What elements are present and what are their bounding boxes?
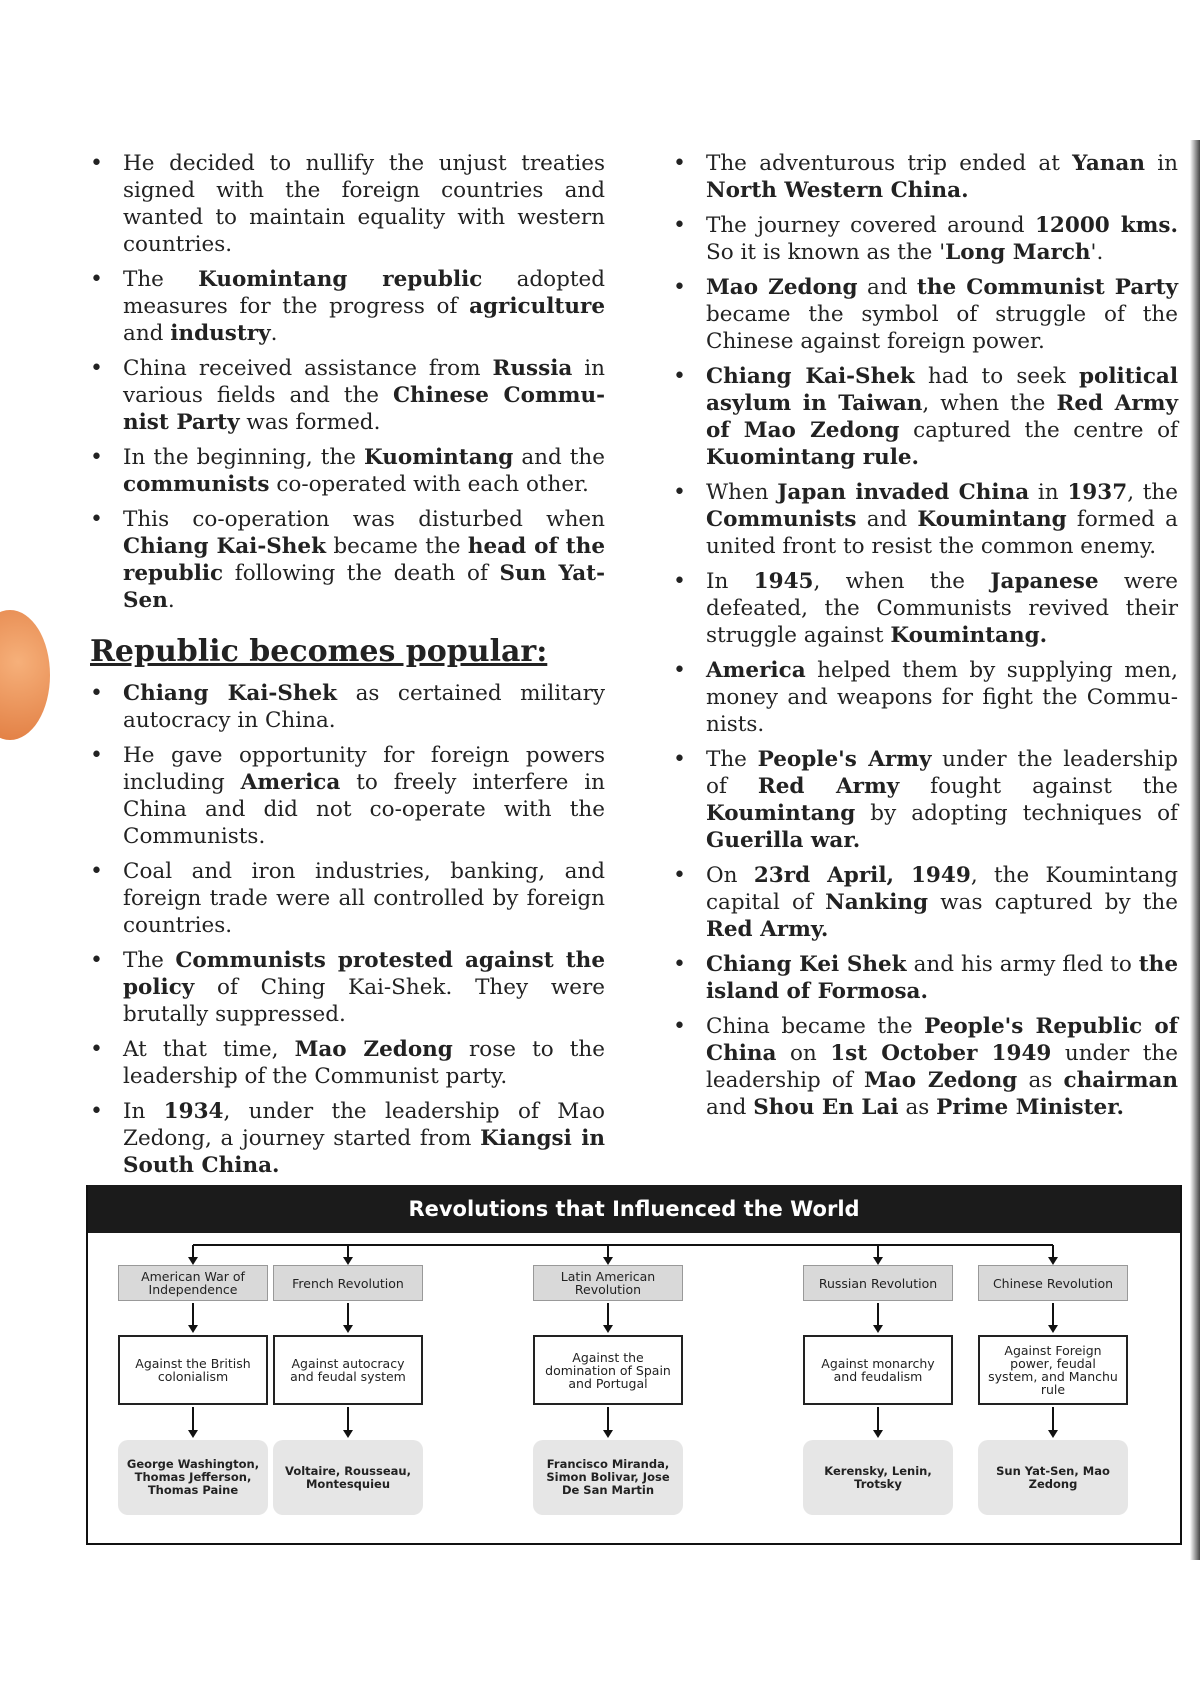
revolution-leaders: George Washington, Thomas Jefferson, Thomas Paine <box>118 1440 268 1515</box>
text: and <box>857 275 917 300</box>
text: were defeated, the Communists revived their struggle against <box>706 569 1178 648</box>
bold-text: 1945 <box>753 569 814 594</box>
bold-text: political asylum in Taiwan <box>706 364 1179 416</box>
text: China became the <box>706 1014 925 1039</box>
text: in <box>1144 151 1178 176</box>
bold-text: Koumintang <box>917 507 1067 532</box>
text: formed a united front to resist the common enemy. <box>706 507 1178 559</box>
bold-text: Yanan <box>1072 151 1145 176</box>
text: became the symbol of struggle of the Chinese against foreign power. <box>706 302 1178 354</box>
bold-text: Japan invaded China <box>777 480 1030 505</box>
bold-text: Prime Minister. <box>936 1095 1125 1120</box>
text: . <box>270 321 278 346</box>
bold-text: industry <box>170 321 271 346</box>
bold-text: agriculture <box>469 294 605 319</box>
bold-text: Red Army. <box>706 917 829 942</box>
text: and the <box>513 445 605 470</box>
text: and his army fled to <box>906 952 1139 977</box>
bullet-item <box>90 355 605 436</box>
text: adopted measures for the progress of <box>123 267 605 319</box>
revolution-cause: Against the domination of Spain and Portugal <box>533 1335 683 1405</box>
arrow-head <box>873 1257 883 1265</box>
bullet-item <box>673 150 1178 204</box>
bold-text: 1934 <box>163 1099 224 1124</box>
bold-text: Shou En Lai <box>753 1095 899 1120</box>
text: The adventurous trip ended at <box>706 151 1073 176</box>
text: as certained military autocracy in China. <box>123 681 606 733</box>
revolution-name: Latin American Revolution <box>533 1265 683 1301</box>
text: The <box>123 948 176 973</box>
text: by adopting techniques of <box>855 801 1178 826</box>
text: of Ching Kai-Shek. They were brutally suppressed. <box>123 975 605 1027</box>
text: was formed. <box>239 410 381 435</box>
bold-text: communists <box>123 472 270 497</box>
text: was captured by the <box>928 890 1178 915</box>
arrow-head <box>603 1430 613 1438</box>
bold-text: Communists protested against the policy <box>123 948 605 1000</box>
bold-text: Nanking <box>825 890 929 915</box>
bold-text: North Western China. <box>706 178 969 203</box>
text: , when the <box>922 391 1057 416</box>
arrow-head <box>188 1257 198 1265</box>
text: On <box>706 863 754 888</box>
text: In <box>706 569 754 594</box>
arrow-head <box>188 1325 198 1333</box>
text: helped them by supplying men, money and weapons for fight the Commu-nists. <box>706 658 1178 737</box>
bullet-item <box>90 1036 605 1090</box>
bullet-item <box>90 444 605 498</box>
text: rose to the leadership of the Communist party. <box>123 1037 605 1089</box>
bullet-list <box>90 680 605 1179</box>
bullet-item <box>673 274 1178 355</box>
bullet-item <box>673 1013 1178 1121</box>
bold-text: 12000 kms. <box>1034 213 1178 238</box>
bold-text: the island of Formosa. <box>706 952 1178 1004</box>
text: , under the leadership of Mao Zedong, a journey started from <box>123 1099 605 1151</box>
text: co-operated with each other. <box>269 472 589 497</box>
bold-text: America <box>240 770 341 795</box>
bold-text: chairman <box>1063 1068 1179 1093</box>
bullet-item <box>673 657 1178 738</box>
page-edge-shadow <box>1190 140 1200 1560</box>
bold-text: the Communist Party <box>916 275 1178 300</box>
right-column <box>673 150 1178 1129</box>
text: in various fields and the <box>123 356 606 408</box>
text: captured the centre of <box>899 418 1178 443</box>
text: following the death of <box>223 561 500 586</box>
bold-text: Sun Yat-Sen <box>123 561 605 613</box>
bullet-item <box>90 506 605 614</box>
revolution-leaders: Voltaire, Rousseau, Montesquieu <box>273 1440 423 1515</box>
bold-text: 23rd April, 1949 <box>753 863 971 888</box>
text: , the Koumintang capital of <box>706 863 1179 915</box>
revolution-cause: Against autocracy and feudal system <box>273 1335 423 1405</box>
revolution-name: Chinese Revolution <box>978 1265 1128 1301</box>
text: as <box>1017 1068 1064 1093</box>
text: At that time, <box>123 1037 295 1062</box>
bold-text: People's Republic of China <box>706 1014 1178 1066</box>
text: This co-operation was disturbed when <box>123 507 605 532</box>
bold-text: Kuomintang republic <box>198 267 483 292</box>
text: When <box>706 480 778 505</box>
text: , when the <box>813 569 991 594</box>
arrow-head <box>1048 1430 1058 1438</box>
text: So it is known as the ' <box>706 240 946 265</box>
bullet-list <box>673 150 1178 1121</box>
bold-text: Kuomintang rule. <box>706 445 920 470</box>
revolution-cause: Against Foreign power, feudal system, and Manchu rule <box>978 1335 1128 1405</box>
bold-text: 1937 <box>1067 480 1128 505</box>
bold-text: Mao Zedong <box>706 275 858 300</box>
bullet-item <box>90 266 605 347</box>
revolution-name: French Revolution <box>273 1265 423 1301</box>
bullet-item <box>90 947 605 1028</box>
arrow-head <box>343 1430 353 1438</box>
bold-text: 1st October 1949 <box>830 1041 1052 1066</box>
revolution-leaders: Francisco Miranda, Simon Bolivar, Jose De San Martin <box>533 1440 683 1515</box>
bullet-item <box>673 363 1178 471</box>
text: The <box>706 747 758 772</box>
bold-text: Chiang Kai-Shek <box>123 681 338 706</box>
arrow-head <box>603 1325 613 1333</box>
revolution-cause: Against monarchy and feudalism <box>803 1335 953 1405</box>
text: on <box>776 1041 831 1066</box>
bullet-list <box>90 150 605 614</box>
left-column <box>90 150 605 1187</box>
bold-text: Red Army <box>757 774 900 799</box>
text: became the <box>326 534 468 559</box>
text: in <box>1029 480 1068 505</box>
bullet-item <box>673 862 1178 943</box>
text: . <box>167 588 175 613</box>
bold-text: Kiangsi in South China. <box>123 1126 605 1178</box>
text: and <box>123 321 171 346</box>
revolution-name: American War of Independence <box>118 1265 268 1301</box>
bullet-item <box>90 858 605 939</box>
section-heading: Republic becomes popular: <box>90 634 548 669</box>
bullet-item <box>673 479 1178 560</box>
bullet-item <box>673 951 1178 1005</box>
bold-text: Long March <box>945 240 1091 265</box>
bold-text: Chiang Kai-Shek <box>123 534 326 559</box>
bold-text: Chiang Kai-Shek <box>706 364 915 389</box>
bold-text: Chiang Kei Shek <box>706 952 907 977</box>
arrow-head <box>1048 1257 1058 1265</box>
text: as <box>898 1095 937 1120</box>
revolutions-diagram <box>86 1185 1182 1545</box>
bullet-item <box>90 1098 605 1179</box>
text: , the <box>1127 480 1178 505</box>
bullet-item <box>90 150 605 258</box>
revolution-cause: Against the British colonialism <box>118 1335 268 1405</box>
page-edge-decoration <box>0 610 50 740</box>
diagram-title: Revolutions that Influenced the World <box>88 1185 1180 1233</box>
arrow-head <box>603 1257 613 1265</box>
text: and <box>856 507 918 532</box>
bold-text: Russia <box>492 356 573 381</box>
bold-text: Koumintang <box>706 801 856 826</box>
arrow-head <box>343 1257 353 1265</box>
bullet-item <box>90 742 605 850</box>
text: The <box>123 267 199 292</box>
text: China received assistance from <box>123 356 493 381</box>
arrow-head <box>188 1430 198 1438</box>
bold-text: Koumintang. <box>890 623 1048 648</box>
bullet-item <box>90 680 605 734</box>
arrow-head <box>1048 1325 1058 1333</box>
arrow-head <box>343 1325 353 1333</box>
bold-text: Guerilla war. <box>706 828 861 853</box>
text: '. <box>1090 240 1104 265</box>
text: under the leadership of <box>706 1041 1178 1093</box>
revolution-leaders: Kerensky, Lenin, Trotsky <box>803 1440 953 1515</box>
bold-text: People's Army <box>757 747 932 772</box>
text: had to seek <box>914 364 1080 389</box>
text: Coal and iron industries, banking, and foreign trade were all controlled by foreign countries. <box>123 859 605 938</box>
text: under the leadership of <box>706 747 1178 799</box>
revolution-name: Russian Revolution <box>803 1265 953 1301</box>
bullet-item <box>673 212 1178 266</box>
arrow-head <box>873 1430 883 1438</box>
bold-text: Chinese Commu-nist Party <box>123 383 606 435</box>
arrow-head <box>873 1325 883 1333</box>
text: and <box>706 1095 754 1120</box>
bold-text: America <box>706 658 806 683</box>
text: fought against the <box>899 774 1178 799</box>
bold-text: Kuomintang <box>364 445 514 470</box>
text: In <box>123 1099 164 1124</box>
bullet-item <box>673 568 1178 649</box>
bold-text: head of the republic <box>123 534 606 586</box>
bold-text: Japanese <box>990 569 1099 594</box>
bold-text: Red Army of Mao Zedong <box>706 391 1178 443</box>
bullet-item <box>673 746 1178 854</box>
bold-text: Communists <box>706 507 857 532</box>
revolution-leaders: Sun Yat-Sen, Mao Zedong <box>978 1440 1128 1515</box>
text: The journey covered around <box>706 213 1035 238</box>
text: He decided to nullify the unjust treaties signed with the foreign countries and wanted to maintain equality with western countries. <box>123 151 605 257</box>
bold-text: Mao Zedong <box>294 1037 453 1062</box>
text: He gave opportunity for foreign powers including <box>123 743 605 795</box>
text: In the beginning, the <box>123 445 365 470</box>
text: to freely interfere in China and did not co-operate with the Communists. <box>123 770 605 849</box>
bold-text: Mao Zedong <box>863 1068 1018 1093</box>
